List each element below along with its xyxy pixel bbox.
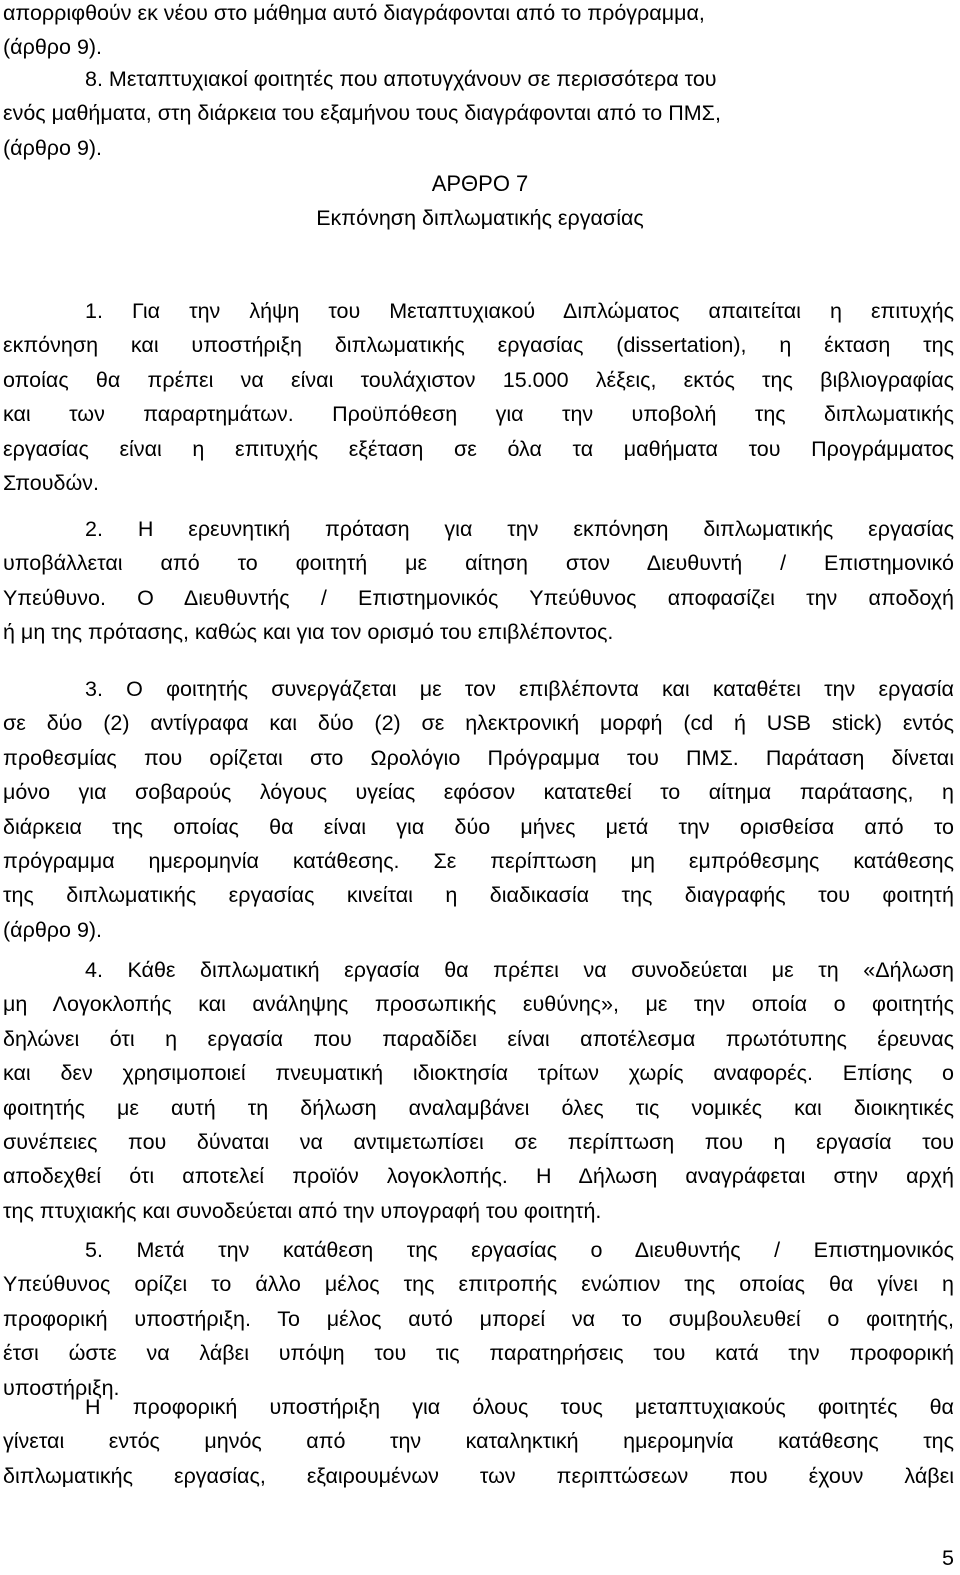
text-line: μόνο για σοβαρούς λόγους υγείας εφόσον κατατεθεί το αίτημα παράτασης, η	[3, 780, 954, 805]
text-line: 4. Κάθε διπλωματική εργασία θα πρέπει να συνοδεύεται με τη «Δήλωση	[85, 958, 954, 982]
paragraph-1	[3, 294, 954, 500]
paragraph-3	[3, 672, 954, 947]
text-line: υποβάλλεται από το φοιτητή με αίτηση στον Διευθυντή / Επιστημονικό	[3, 551, 954, 576]
text-line: σε δύο (2) αντίγραφα και δύο (2) σε ηλεκτρονική μορφή (cd ή USB stick) εντός	[3, 711, 954, 736]
page-number: 5	[942, 1546, 954, 1570]
text-line: γίνεται εντός μηνός από την καταληκτική ημερομηνία κατάθεσης της	[3, 1429, 954, 1454]
paragraph-2	[3, 512, 954, 650]
text-line: φοιτητής με αυτή τη δήλωση αναλαμβάνει όλες τις νομικές και διοικητικές	[3, 1095, 954, 1120]
text-line: εργασίας είναι η επιτυχής εξέταση σε όλα τα μαθήματα του Προγράμματος	[3, 436, 954, 461]
text-line: ή μη της πρότασης, καθώς και για τον ορισμό του επιβλέποντος.	[3, 620, 614, 645]
text-line: αποδεχθεί ότι αποτελεί προϊόν λογοκλοπής. Η Δήλωση αναγράφεται στην αρχή	[3, 1164, 954, 1189]
text-line: της πτυχιακής και συνοδεύεται από την υπογραφή του φοιτητή.	[3, 1198, 602, 1223]
text-line: προφορική υποστήριξη. Το μέλος αυτό μπορεί να το συμβουλευθεί ο φοιτητής,	[3, 1306, 954, 1331]
text-line: 2. Η ερευνητική πρόταση για την εκπόνηση διπλωματικής εργασίας	[85, 517, 954, 541]
text-line: 5. Μετά την κατάθεση της εργασίας ο Διευθυντής / Επιστημονικός	[85, 1238, 954, 1262]
text-line: (άρθρο 9).	[3, 135, 103, 160]
text-line: Υπεύθυνος ορίζει το άλλο μέλος της επιτροπής ενώπιον της οποίας θα γίνει η	[3, 1272, 954, 1297]
text-line: (άρθρο 9).	[3, 35, 103, 60]
text-line: 3. Ο φοιτητής συνεργάζεται με τον επιβλέποντα και καταθέτει την εργασία	[85, 677, 954, 701]
text-line: απορριφθούν εκ νέου στο μάθημα αυτό διαγράφονται από το πρόγραμμα,	[3, 1, 705, 25]
text-line: ενός μαθήματα, στη διάρκεια του εξαμήνου τους διαγράφονται από το ΠΜΣ,	[3, 101, 721, 126]
article-title: Εκπόνηση διπλωματικής εργασίας	[316, 206, 644, 230]
text-line: 8. Μεταπτυχιακοί φοιτητές που αποτυγχάνουν σε περισσότερα του	[85, 67, 717, 91]
article-number: ΑΡΘΡΟ 7	[431, 171, 529, 196]
text-line: της διπλωματικής εργασίας κινείται η διαδικασία της διαγραφής του φοιτητή	[3, 883, 954, 908]
text-line: προθεσμίας που ορίζεται στο Ωρολόγιο Πρόγραμμα του ΠΜΣ. Παράταση δίνεται	[3, 745, 954, 770]
text-line: (άρθρο 9).	[3, 917, 103, 942]
text-line: οποίας θα πρέπει να είναι τουλάχιστον 15.000 λέξεις, εκτός της βιβλιογραφίας	[3, 367, 954, 392]
text-line: έτσι ώστε να λάβει υπόψη του τις παρατηρήσεις του κατά την προφορική	[3, 1341, 954, 1366]
text-line: δηλώνει ότι η εργασία που παραδίδει είναι αποτέλεσμα πρωτότυπης έρευνας	[3, 1026, 954, 1051]
paragraph-6	[3, 1390, 954, 1493]
paragraph-4	[3, 953, 954, 1228]
text-line: εκπόνηση και υποστήριξη διπλωματικής εργασίας (dissertation), η έκταση της	[3, 333, 954, 358]
text-line: και των παραρτημάτων. Προϋπόθεση για την υποβολή της διπλωματικής	[3, 402, 954, 427]
text-line: και δεν χρησιμοποιεί πνευματική ιδιοκτησία τρίτων χωρίς αναφορές. Επίσης ο	[3, 1061, 954, 1086]
text-line: Υπεύθυνο. Ο Διευθυντής / Επιστημονικός Υπεύθυνος αποφασίζει την αποδοχή	[3, 585, 954, 610]
list-item-8	[3, 62, 954, 165]
text-line: συνέπειες που δύναται να αντιμετωπίσει σε περίπτωση που η εργασία του	[3, 1130, 954, 1155]
text-line: διάρκεια της οποίας θα είναι για δύο μήνες μετά την ορισθείσα από το	[3, 814, 954, 839]
text-line: διπλωματικής εργασίας, εξαιρουμένων των περιπτώσεων που έχουν λάβει	[3, 1463, 954, 1488]
text-line: μη Λογοκλοπής και ανάληψης προσωπικής ευθύνης», με την οποία ο φοιτητής	[3, 992, 954, 1017]
text-line: Σπουδών.	[3, 471, 99, 496]
text-line: Η προφορική υποστήριξη για όλους τους μεταπτυχιακούς φοιτητές θα	[85, 1395, 954, 1419]
paragraph-5	[3, 1233, 954, 1405]
text-line: 1. Για την λήψη του Μεταπτυχιακού Διπλώματος απαιτείται η επιτυχής	[85, 299, 954, 323]
continuation-paragraph	[3, 0, 954, 65]
text-line: υποστήριξη.	[3, 1375, 120, 1400]
text-line: πρόγραμμα ημερομηνία κατάθεσης. Σε περίπτωση μη εμπρόθεσμης κατάθεσης	[3, 849, 954, 874]
